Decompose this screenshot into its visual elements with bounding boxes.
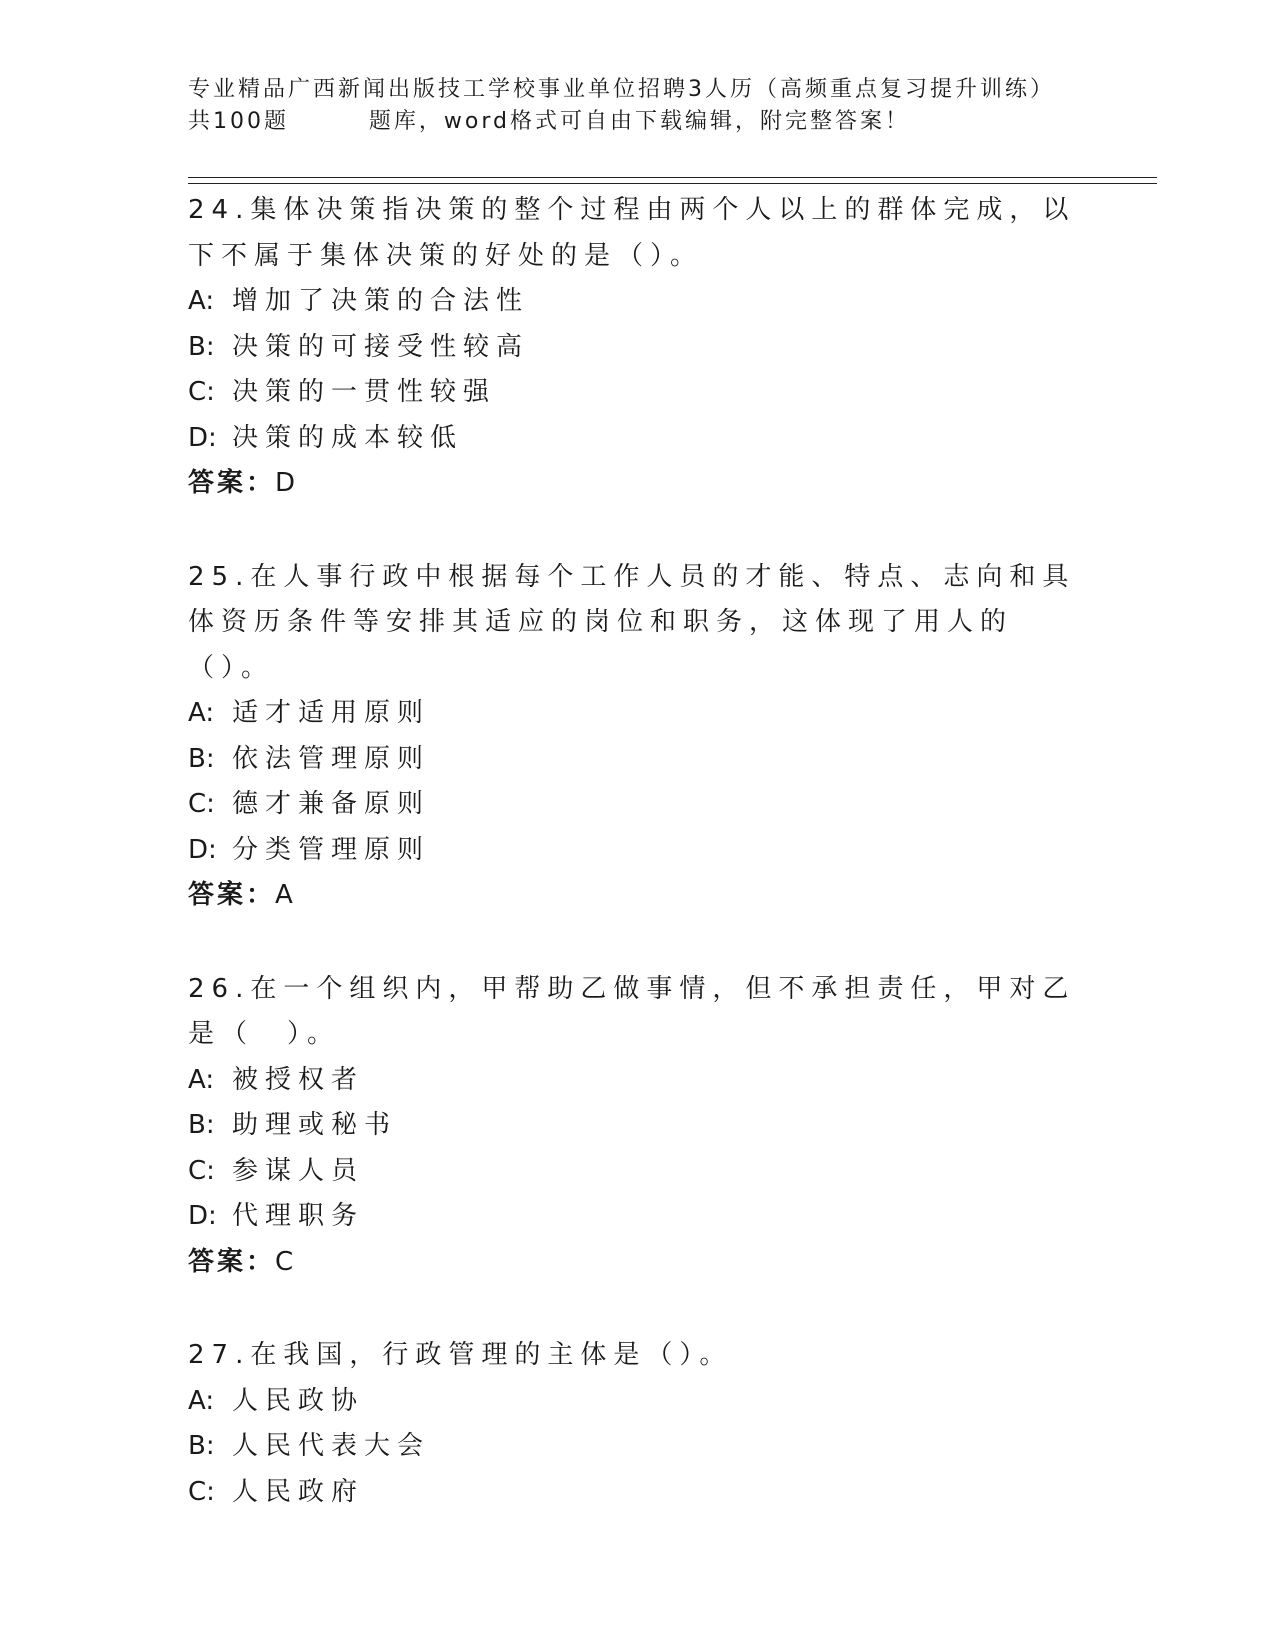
- option-text: 决策的一贯性较强: [232, 377, 497, 407]
- question-25: [188, 555, 1088, 919]
- option-letter: D:: [188, 834, 217, 865]
- option-text: 人民政协: [232, 1385, 365, 1416]
- option-text: 德才兼备原则: [232, 789, 431, 819]
- option-letter: D:: [188, 1201, 217, 1231]
- answer-value: C: [275, 1246, 294, 1277]
- option-text: 人民政府: [232, 1476, 365, 1507]
- document-header: [188, 74, 1158, 138]
- option-text: 参谋人员: [232, 1155, 365, 1186]
- question-27: [188, 1333, 1088, 1515]
- option-text: 决策的可接受性较高: [232, 331, 530, 362]
- option-b: [188, 325, 1088, 371]
- option-b: [188, 1424, 1088, 1470]
- question-stem: 27.在我国，行政管理的主体是（）。: [188, 1340, 733, 1370]
- header-divider-top: [188, 177, 1157, 178]
- option-c: [188, 782, 1088, 828]
- option-letter: B:: [188, 743, 215, 774]
- question-stem: 26.在一个组织内，甲帮助乙做事情，但不承担责任，甲对乙是（ ）。: [188, 973, 1076, 1049]
- question-26: [188, 967, 1088, 1286]
- option-a: [188, 691, 1088, 737]
- answer-line: [188, 461, 1088, 507]
- answer-line: [188, 1240, 1088, 1286]
- option-text: 代理职务: [232, 1201, 365, 1231]
- answer-value: D: [275, 468, 296, 498]
- answer-value: A: [275, 880, 293, 910]
- option-text: 增加了决策的合法性: [232, 286, 530, 316]
- option-text: 人民代表大会: [232, 1431, 431, 1461]
- option-d: [188, 1194, 1088, 1240]
- option-text: 依法管理原则: [232, 743, 431, 774]
- option-letter: A:: [188, 286, 215, 316]
- option-letter: C:: [188, 1155, 215, 1186]
- header-divider-bottom: [188, 183, 1157, 184]
- option-letter: C:: [188, 789, 215, 819]
- option-letter: C:: [188, 377, 215, 407]
- answer-label: 答案：: [188, 1246, 276, 1277]
- option-letter: D:: [188, 422, 217, 453]
- option-c: [188, 1470, 1088, 1516]
- option-a: [188, 279, 1088, 325]
- option-a: [188, 1379, 1088, 1425]
- option-letter: B:: [188, 331, 215, 362]
- header-title: 专业精品广西新闻出版技工学校事业单位招聘3人历（高频重点复习提升训练）: [188, 77, 1055, 102]
- option-letter: B:: [188, 1110, 215, 1140]
- option-letter: A:: [188, 698, 215, 728]
- question-stem: 25.在人事行政中根据每个工作人员的才能、特点、志向和具体资历条件等安排其适应的岗位和职务，这体现了用人的（）。: [188, 561, 1076, 683]
- option-b: [188, 1103, 1088, 1149]
- option-d: [188, 416, 1088, 462]
- answer-line: [188, 873, 1088, 919]
- option-letter: B:: [188, 1431, 215, 1461]
- option-letter: A:: [188, 1064, 215, 1095]
- option-text: 分类管理原则: [232, 834, 431, 865]
- option-text: 助理或秘书: [232, 1110, 398, 1140]
- option-c: [188, 370, 1088, 416]
- question-stem: 24.集体决策指决策的整个过程由两个人以上的群体完成，以下不属于集体决策的好处的是（）。: [188, 195, 1076, 271]
- answer-label: 答案：: [188, 880, 276, 910]
- option-text: 适才适用原则: [232, 698, 431, 728]
- question-list: [188, 188, 1088, 1563]
- option-text: 决策的成本较低: [232, 422, 464, 453]
- option-letter: C:: [188, 1476, 215, 1507]
- question-24: [188, 188, 1088, 507]
- option-text: 被授权者: [232, 1064, 365, 1095]
- answer-label: 答案：: [188, 468, 276, 498]
- header-subtitle: 共100题 题库，word格式可自由下载编辑，附完整答案！: [188, 109, 911, 134]
- option-b: [188, 737, 1088, 783]
- option-a: [188, 1058, 1088, 1104]
- option-letter: A:: [188, 1385, 215, 1416]
- option-d: [188, 828, 1088, 874]
- option-c: [188, 1149, 1088, 1195]
